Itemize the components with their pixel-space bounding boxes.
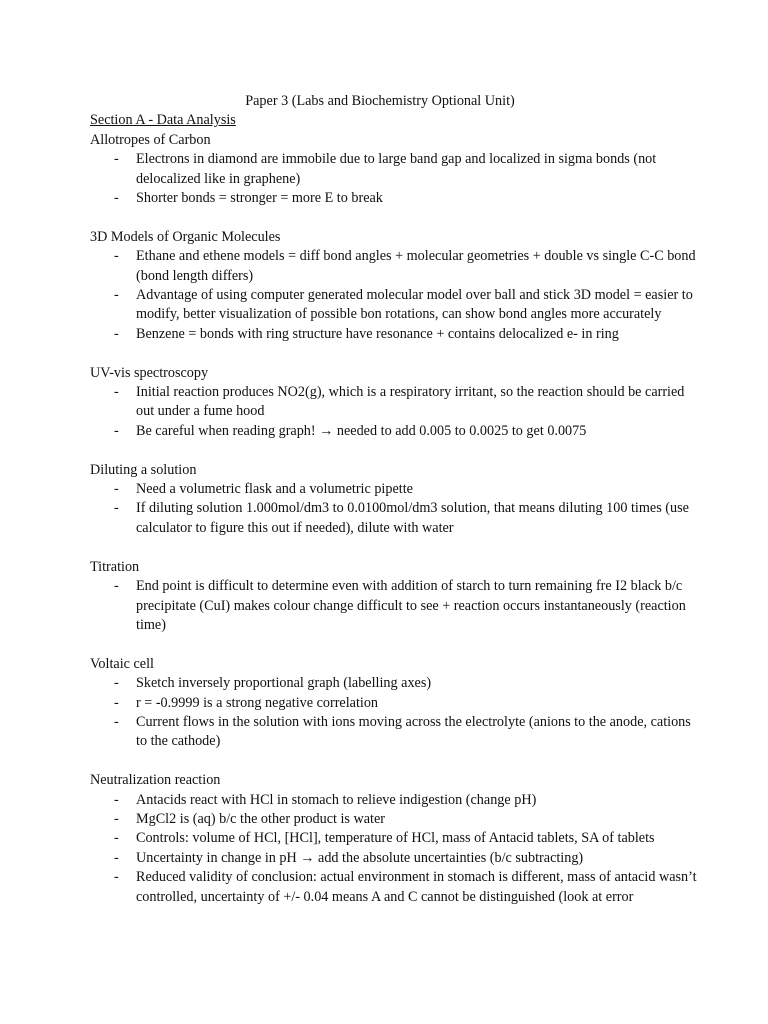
list-item-text: Need a volumetric flask and a volumetric pipette [136, 481, 413, 498]
topic-block [90, 461, 698, 539]
bullet-dash: - [114, 384, 119, 401]
list-item-text: r = -0.9999 is a strong negative correlation [136, 694, 379, 711]
bullet-dash: - [114, 190, 119, 207]
bullet-dash: - [114, 869, 119, 886]
bullet-list [90, 674, 698, 752]
list-item-text: Advantage of using computer generated molecular model over ball and stick 3D model = easier to modify, better visualization of possible bon rotations, can show bond angles more accurately [136, 287, 693, 323]
bullet-dash: - [114, 810, 119, 827]
list-item-text: Antacids react with HCl in stomach to relieve indigestion (change pH) [136, 791, 537, 808]
list-item [90, 868, 698, 907]
bullet-dash: - [114, 422, 119, 439]
list-item [90, 499, 698, 538]
list-item-text: If diluting solution 1.000mol/dm3 to 0.0100mol/dm3 solution, that means diluting 100 times (use calculator to figure this out if needed), dilute with water [136, 500, 689, 536]
list-item [90, 150, 698, 189]
list-item-text: Electrons in diamond are immobile due to large band gap and localized in sigma bonds (not delocalized like in graphene) [136, 151, 657, 187]
topic-block [90, 228, 698, 344]
topic-heading: Voltaic cell [90, 655, 154, 672]
list-item-text: Ethane and ethene models = diff bond angles + molecular geometries + double vs single C-C bond (bond length differs) [136, 248, 696, 284]
list-item-text: Current flows in the solution with ions moving across the electrolyte (anions to the anode, cations to the cathode) [136, 713, 691, 750]
bullet-dash: - [114, 578, 119, 595]
list-item [90, 286, 698, 325]
section-heading: Section A - Data Analysis [90, 112, 236, 129]
bullet-dash: - [114, 287, 119, 304]
topic-block [90, 131, 698, 209]
topic-block [90, 655, 698, 752]
bullet-list [90, 150, 698, 208]
topic-heading: 3D Models of Organic Molecules [90, 228, 281, 245]
bullet-list [90, 383, 698, 441]
list-item [90, 422, 698, 441]
list-item [90, 577, 698, 635]
list-item-text: Be careful when reading graph! → needed to add 0.005 to 0.0025 to get 0.0075 [136, 422, 587, 439]
topic-block [90, 771, 698, 907]
list-item [90, 674, 698, 693]
list-item [90, 713, 698, 752]
list-item-text: Uncertainty in change in pH → add the absolute uncertainties (b/c subtracting) [136, 849, 584, 866]
bullet-dash: - [114, 830, 119, 847]
list-item [90, 829, 698, 848]
bullet-dash: - [114, 248, 119, 265]
bullet-dash: - [114, 713, 119, 730]
bullet-dash: - [114, 500, 119, 517]
bullet-dash: - [114, 694, 119, 711]
list-item-text: Benzene = bonds with ring structure have resonance + contains delocalized e- in ring [136, 325, 619, 342]
topics-container [90, 131, 698, 907]
bullet-list [90, 577, 698, 635]
topic-heading: Titration [90, 558, 140, 575]
bullet-dash: - [114, 675, 119, 692]
list-item [90, 849, 698, 868]
list-item [90, 383, 698, 422]
document-title: Paper 3 (Labs and Biochemistry Optional Unit) [245, 93, 515, 109]
topic-block [90, 558, 698, 636]
topic-heading: UV-vis spectroscopy [90, 364, 209, 381]
list-item-text: Sketch inversely proportional graph (labelling axes) [136, 675, 432, 692]
list-item-text: Controls: volume of HCl, [HCl], temperature of HCl, mass of Antacid tablets, SA of tablets [136, 830, 655, 847]
bullet-list [90, 247, 698, 344]
bullet-dash: - [114, 849, 119, 866]
list-item [90, 791, 698, 810]
topic-heading: Neutralization reaction [90, 772, 221, 789]
list-item-text: Initial reaction produces NO2(g), which is a respiratory irritant, so the reaction should be carried out under a fume hood [136, 384, 685, 420]
list-item-text: Reduced validity of conclusion: actual environment in stomach is different, mass of antacid wasn’t controlled, uncertainty of +/- 0.04 means A and C cannot be distinguished (look at error [136, 869, 697, 905]
list-item [90, 480, 698, 499]
topic-heading: Diluting a solution [90, 461, 197, 478]
topic-block [90, 364, 698, 442]
bullet-dash: - [114, 151, 119, 168]
list-item-text: Shorter bonds = stronger = more E to break [136, 190, 383, 207]
bullet-list [90, 480, 698, 538]
topic-heading: Allotropes of Carbon [90, 131, 211, 148]
list-item [90, 247, 698, 286]
list-item-text: End point is difficult to determine even with addition of starch to turn remaining fre I2 black b/c precipitate (CuI) makes colour change difficult to see + reaction occurs instantaneously (reaction time) [136, 578, 686, 633]
list-item [90, 810, 698, 829]
bullet-list [90, 791, 698, 907]
list-item [90, 189, 698, 208]
list-item [90, 325, 698, 344]
list-item-text: MgCl2 is (aq) b/c the other product is water [136, 810, 386, 827]
bullet-dash: - [114, 481, 119, 498]
list-item [90, 694, 698, 713]
bullet-dash: - [114, 791, 119, 808]
bullet-dash: - [114, 325, 119, 342]
